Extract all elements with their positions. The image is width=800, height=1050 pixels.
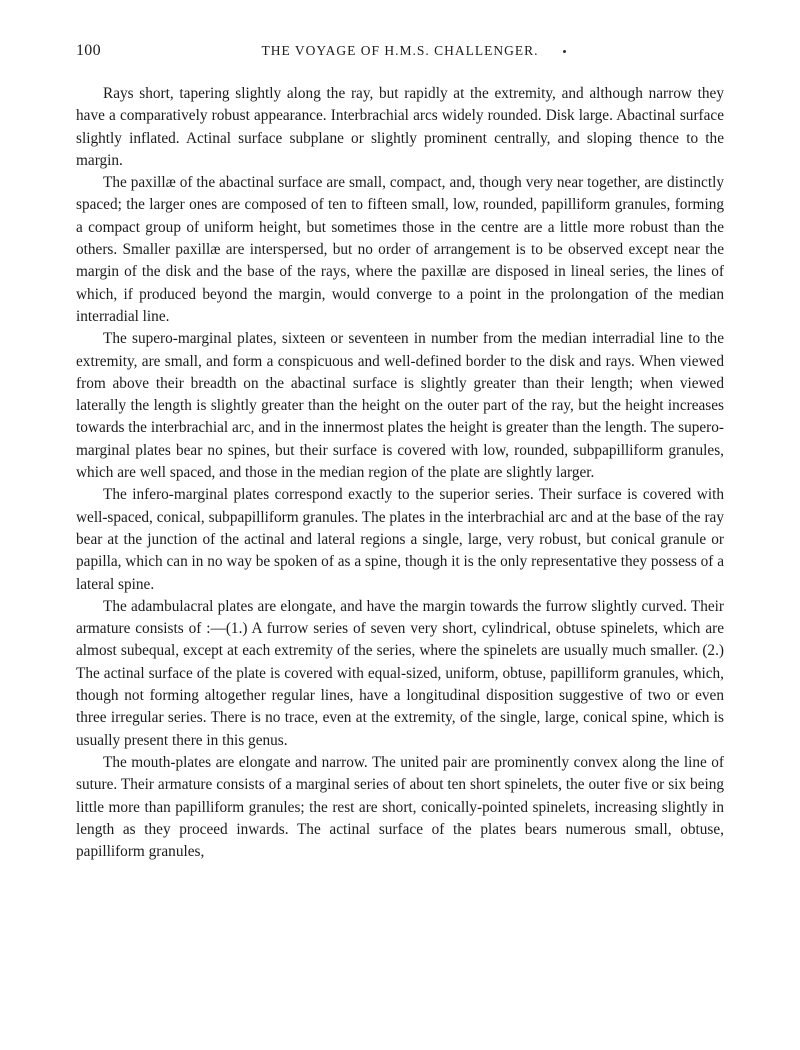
paragraph-rays: Rays short, tapering slightly along the ray, but rapidly at the extremity, and although narrow they have a comparatively robust appearance. Interbrachial arcs widely rounded. Disk large. Abactinal surface slightly inflated. Actinal surface subplane or slightly prominent centrally, and sloping thence to the margin. (76, 85, 724, 169)
paragraph-supero-marginal: The supero-marginal plates, sixteen or seventeen in number from the median interradial line to the extremity, are small, and form a conspicuous and well-defined border to the disk and rays. When viewed from above their breadth on the abactinal surface is slightly greater than their length; when viewed laterally the length is slightly greater than the height on the outer part of the ray, but the height increases towards the interbrachial arc, and in the innermost plates the height is greater than the length. The supero-marginal plates bear no spines, but their surface is covered with low, rounded, subpapilliform granules, which are well spaced, and those in the median region of the plate are slightly larger. (76, 330, 724, 482)
page-header (76, 42, 724, 64)
body-text (76, 83, 724, 863)
page-number: 100 (76, 42, 101, 59)
running-title: THE VOYAGE OF H.M.S. CHALLENGER. (261, 43, 539, 58)
paragraph-adambulacral: The adambulacral plates are elongate, and have the margin towards the furrow slightly curved. Their armature consists of :—(1.) A furrow series of seven very short, cylindrical, obtuse spinelets, which are almost subequal, except at each extremity of the series, where the spinelets are usually much smaller. (2.) The actinal surface of the plate is covered with equal-sized, uniform, obtuse, papilliform granules, which, though not forming altogether regular lines, have a longitudinal disposition suggestive of two or even three irregular series. There is no trace, even at the extremity, of the single, large, conical spine, which is usually present there in this genus. (76, 597, 724, 749)
paragraph-paxillae: The paxillæ of the abactinal surface are small, compact, and, though very near together, are distinctly spaced; the larger ones are composed of ten to fifteen small, low, rounded, papilliform granules, forming a compact group of uniform height, but sometimes those in the centre are a little more robust than the others. Smaller paxillæ are interspersed, but no order of arrangement is to be observed except near the margin of the disk and the base of the rays, where the paxillæ are disposed in lineal series, the lines of which, if produced beyond the margin, would converge to a point in the prolongation of the median interradial line. (76, 174, 724, 325)
paragraph-mouth-plates: The mouth-plates are elongate and narrow. The united pair are prominently convex along the line of suture. Their armature consists of a marginal series of about ten short spinelets, the outer five or six being little more than papilliform granules; the rest are short, conically-pointed spinelets, increasing slightly in length as they proceed inwards. The actinal surface of the plates bears numerous small, obtuse, papilliform granules, (76, 753, 724, 861)
paragraph-infero-marginal: The infero-marginal plates correspond exactly to the superior series. Their surface is covered with well-spaced, conical, subpapilliform granules. The plates in the interbrachial arc and at the base of the ray bear at the junction of the actinal and lateral regions a single, large, very robust, but conical granule or papilla, which can in no way be spoken of as a spine, though it is the only representative they possess of a lateral spine. (76, 486, 724, 593)
print-speck (563, 50, 566, 53)
